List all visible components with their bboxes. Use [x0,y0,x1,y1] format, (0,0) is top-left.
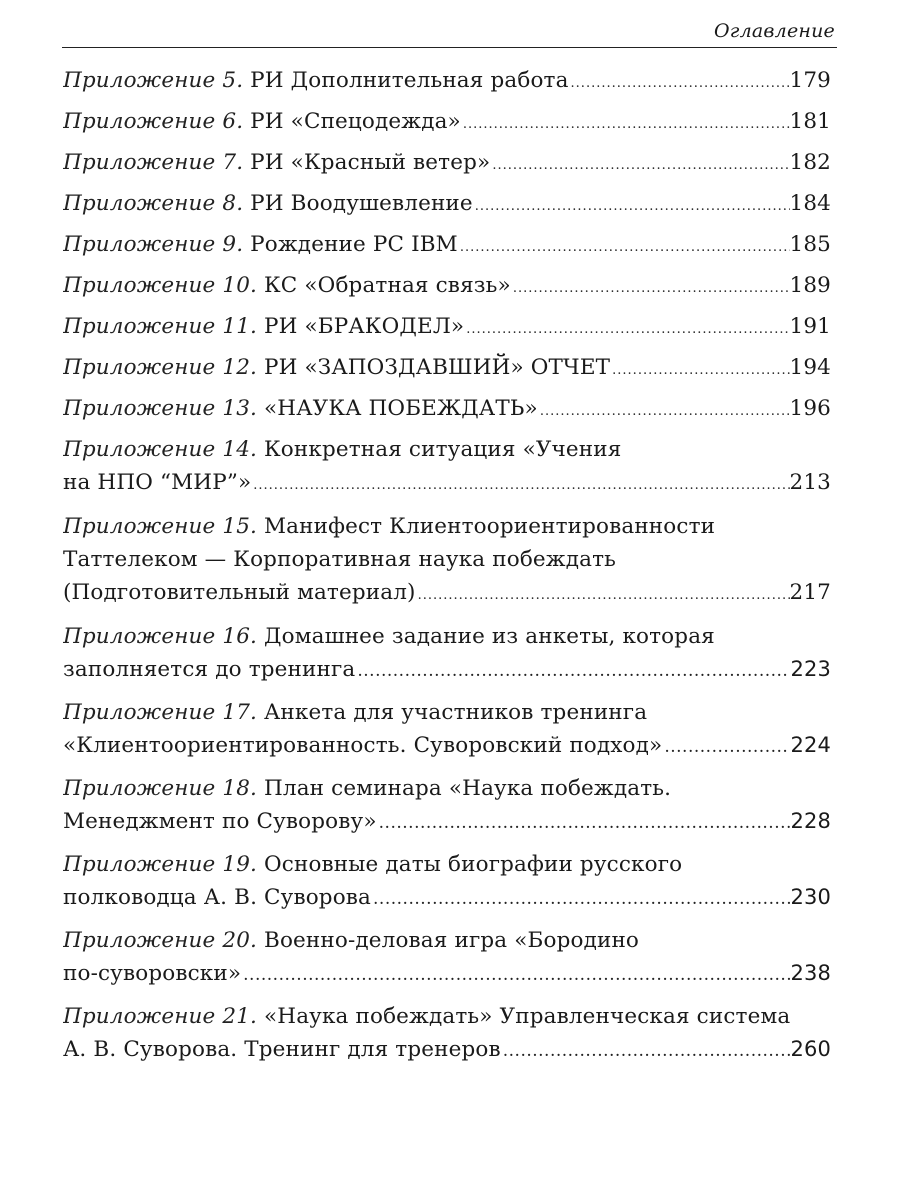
entry-title: Рождение PC IBM [250,232,458,257]
toc-entry[interactable] [63,696,831,764]
dot-leader [662,731,790,764]
page-number: 194 [789,355,831,380]
entry-title: «Наука побеждать» Управленческая система [264,1004,791,1029]
dot-leader [241,959,790,992]
page-number: 189 [789,273,831,298]
appendix-label: Приложение 9. [63,232,244,257]
toc-entry[interactable] [63,772,831,840]
toc-entry[interactable] [63,187,831,228]
page-number: 182 [789,150,831,175]
page-number: 230 [790,885,831,909]
dot-leader [464,313,789,346]
entry-title-continued: на НПО “МИР”» [63,470,252,495]
appendix-label: Приложение 13. [63,396,258,421]
dot-leader [538,395,790,428]
page-number: 224 [790,733,831,757]
entry-title: Домашнее задание из анкеты, которая [264,624,715,649]
toc-entry[interactable] [63,64,831,105]
entry-title-continued: «Клиентоориентированность. Суворовский подход» [63,733,663,758]
appendix-label: Приложение 10. [63,273,258,298]
toc-entry[interactable] [63,848,831,916]
appendix-label: Приложение 18. [63,776,258,801]
entry-title: РИ «Спецодежда» [250,109,461,134]
toc-entry[interactable] [63,310,831,351]
page-number: 184 [789,191,831,216]
entry-title: РИ Воодушевление [250,191,473,216]
section-title: Оглавление [713,20,835,42]
entry-title-continued: полководца А. В. Суворова [63,885,372,910]
page-number: 185 [789,232,831,257]
appendix-label: Приложение 12. [63,355,258,380]
entry-title: Военно-деловая игра «Бородино [264,928,640,953]
toc-entry[interactable] [63,105,831,146]
appendix-label: Приложение 6. [63,109,244,134]
appendix-label: Приложение 15. [63,514,258,539]
entry-title: РИ «БРАКОДЕЛ» [264,314,465,339]
dot-leader [461,108,790,141]
page-number: 260 [790,1037,831,1061]
page-number: 217 [789,580,831,605]
dot-leader [490,149,789,182]
appendix-label: Приложение 5. [63,68,244,93]
entry-title-continued: Таттелеком — Корпоративная наука побеждать [63,547,616,572]
page-number: 196 [789,396,831,421]
entry-title-continued: (Подготовительный материал) [63,580,416,605]
entry-title: Манифест Клиентоориентированности [264,514,716,539]
dot-leader [610,354,789,387]
entry-title-continued: по-суворовски» [63,961,242,986]
toc-entry[interactable] [63,433,831,502]
entry-title-continued: А. В. Суворова. Тренинг для тренеров [63,1037,501,1062]
running-header [62,0,837,48]
appendix-label: Приложение 20. [63,928,258,953]
appendix-label: Приложение 21. [63,1004,258,1029]
entry-title: Анкета для участников тренинга [264,700,648,725]
dot-leader [371,883,790,916]
entry-title: РИ «Красный ветер» [250,150,491,175]
entry-title: РИ Дополнительная работа [250,68,569,93]
entry-title: «НАУКА ПОБЕЖДАТЬ» [264,396,538,421]
dot-leader [251,469,789,502]
dot-leader [416,579,790,612]
page-number: 191 [789,314,831,339]
page-number: 181 [789,109,831,134]
dot-leader [458,231,790,264]
appendix-label: Приложение 14. [63,437,258,462]
toc-entry[interactable] [63,1000,831,1068]
appendix-label: Приложение 17. [63,700,258,725]
toc-entry[interactable] [63,510,831,612]
entry-title-continued: заполняется до тренинга [63,657,356,682]
table-of-contents [63,64,831,1076]
entry-title-continued: Менеджмент по Суворову» [63,809,377,834]
appendix-label: Приложение 11. [63,314,258,339]
entry-title: РИ «ЗАПОЗДАВШИЙ» ОТЧЕТ [264,355,611,380]
dot-leader [511,272,790,305]
dot-leader [473,190,790,223]
toc-entry[interactable] [63,269,831,310]
appendix-label: Приложение 8. [63,191,244,216]
entry-title: Основные даты биографии русского [264,852,683,877]
toc-entry[interactable] [63,620,831,688]
toc-entry[interactable] [63,351,831,392]
toc-entry[interactable] [63,924,831,992]
appendix-label: Приложение 16. [63,624,258,649]
toc-entry[interactable] [63,146,831,187]
page-number: 223 [790,657,831,681]
entry-title: Конкретная ситуация «Учения [264,437,622,462]
appendix-label: Приложение 19. [63,852,258,877]
page-number: 228 [790,809,831,833]
toc-entry[interactable] [63,228,831,269]
toc-entry[interactable] [63,392,831,433]
entry-title: План семинара «Наука побеждать. [264,776,672,801]
dot-leader [501,1035,791,1068]
dot-leader [377,807,791,840]
dot-leader [355,655,790,688]
page-number: 213 [789,470,831,495]
page-number: 238 [790,961,831,985]
entry-title: КС «Обратная связь» [264,273,511,298]
page-number: 179 [789,68,831,93]
dot-leader [569,67,790,100]
appendix-label: Приложение 7. [63,150,244,175]
